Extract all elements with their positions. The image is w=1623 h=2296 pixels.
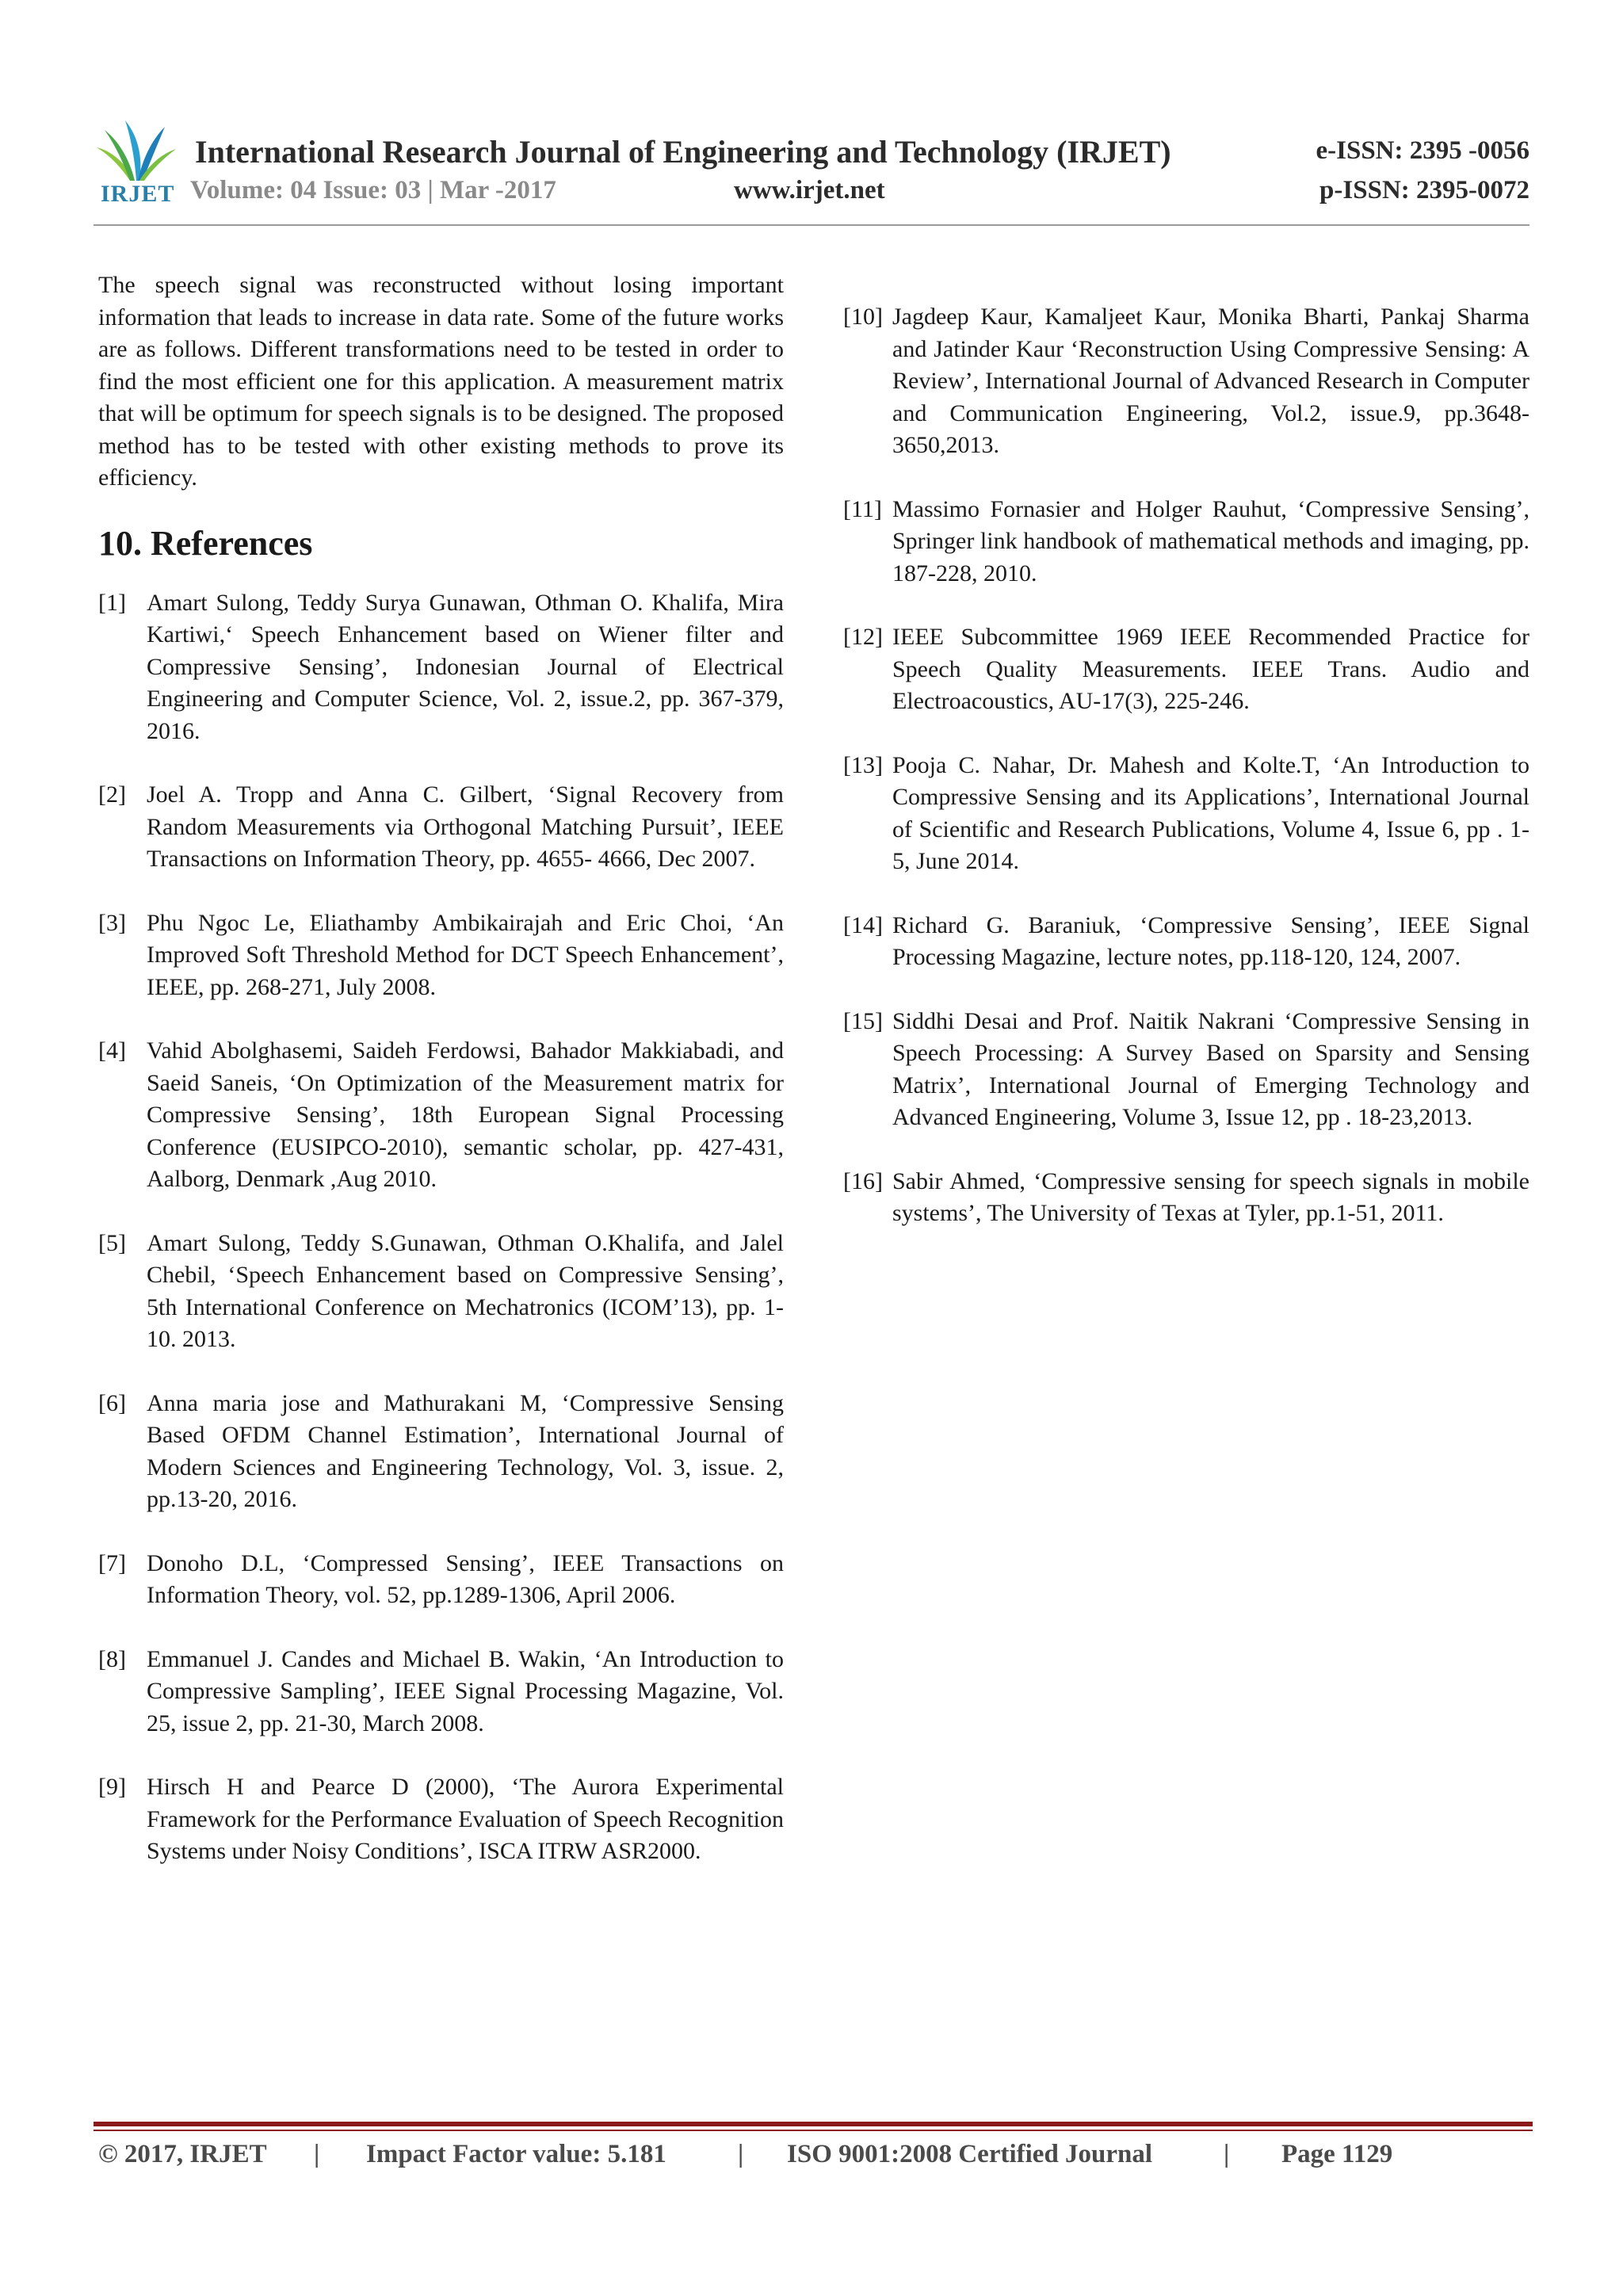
reference-number: [5] bbox=[98, 1229, 126, 1256]
reference-item bbox=[98, 1035, 784, 1196]
reference-text: Siddhi Desai and Prof. Naitik Nakrani ‘Compressive Sensing in Speech Processing: A Survey Based on Sparsity and Sensing Matrix’, International Journal of Emerging Technology and Advanced Engineering, Volume 3, Issue 12, pp . 18-23,2013. bbox=[892, 1007, 1529, 1130]
reference-number: [1] bbox=[98, 589, 126, 616]
reference-number: [10] bbox=[843, 304, 883, 330]
footer-copyright: © 2017, IRJET bbox=[98, 2140, 267, 2168]
reference-text: Pooja C. Nahar, Dr. Mahesh and Kolte.T, ‘An Introduction to Compressive Sensing and its Applications’, International Journal of Scientific and Research Publications, Volume 4, Issue 6, pp . 1-5, June 2014. bbox=[892, 751, 1529, 874]
journal-website[interactable]: www.irjet.net bbox=[734, 176, 885, 204]
reference-item bbox=[98, 1771, 784, 1868]
reference-text: Joel A. Tropp and Anna C. Gilbert, ‘Signal Recovery from Random Measurements via Orthogonal Matching Pursuit’, IEEE Transactions on Information Theory, pp. 4655- 4666, Dec 2007. bbox=[147, 781, 784, 872]
volume-issue: Volume: 04 Issue: 03 | Mar -2017 bbox=[190, 176, 556, 204]
section-title: 10. References bbox=[98, 523, 313, 563]
reference-text: Amart Sulong, Teddy Surya Gunawan, Othman O. Khalifa, Mira Kartiwi,‘ Speech Enhancement based on Wiener filter and Compressive Sensing’, Indonesian Journal of Electrical Engineering and Computer Science, Vol. 2, issue.2, pp. 367-379, 2016. bbox=[147, 589, 784, 744]
reference-number: [2] bbox=[98, 781, 126, 808]
logo-text: IRJET bbox=[101, 181, 175, 207]
reference-number: [8] bbox=[98, 1645, 126, 1672]
reference-item bbox=[843, 1006, 1529, 1134]
reference-item bbox=[843, 750, 1529, 878]
p-issn: p-ISSN: 2395-0072 bbox=[1319, 176, 1529, 204]
footer-divider-thin bbox=[94, 2130, 1533, 2131]
reference-number: [3] bbox=[98, 909, 126, 936]
reference-text: Jagdeep Kaur, Kamaljeet Kaur, Monika Bharti, Pankaj Sharma and Jatinder Kaur ‘Reconstruction Using Compressive Sensing: A Review’, International Journal of Advanced Research in Computer and Communication Engineering, Vol.2, issue.9, pp.3648-3650,2013. bbox=[892, 304, 1529, 458]
reference-number: [13] bbox=[843, 751, 883, 778]
reference-item bbox=[843, 621, 1529, 718]
intro-paragraph: The speech signal was reconstructed without losing important information that leads to increase in data rate. Some of the future works are as follows. Different transformations need to be tested in order to find the most efficient one for this application. A measurement matrix that will be optimum for speech signals is to be designed. The proposed method has to be tested with other existing methods to prove its efficiency. bbox=[98, 272, 784, 491]
footer-impact-factor: Impact Factor value: 5.181 bbox=[366, 2140, 666, 2168]
footer-separator: | bbox=[314, 2140, 320, 2168]
reference-text: Donoho D.L, ‘Compressed Sensing’, IEEE Transactions on Information Theory, vol. 52, pp.1289-1306, April 2006. bbox=[147, 1549, 784, 1608]
reference-item bbox=[98, 907, 784, 1004]
left-column bbox=[98, 269, 784, 1900]
reference-item bbox=[98, 1644, 784, 1740]
journal-title: International Research Journal of Engineering and Technology (IRJET) bbox=[195, 134, 1171, 170]
footer-separator: | bbox=[738, 2140, 744, 2168]
reference-text: Anna maria jose and Mathurakani M, ‘Compressive Sensing Based OFDM Channel Estimation’, International Journal of Modern Sciences and Engineering Technology, Vol. 3, issue. 2, pp.13-20, 2016. bbox=[147, 1389, 784, 1512]
e-issn: e-ISSN: 2395 -0056 bbox=[1316, 136, 1529, 165]
reference-number: [14] bbox=[843, 911, 883, 938]
footer-divider-thick bbox=[94, 2122, 1533, 2126]
reference-number: [15] bbox=[843, 1007, 883, 1034]
reference-item bbox=[843, 1166, 1529, 1230]
reference-text: Massimo Fornasier and Holger Rauhut, ‘Compressive Sensing’, Springer link handbook of mathematical methods and imaging, pp. 187-228, 2010. bbox=[892, 495, 1529, 586]
footer-iso: ISO 9001:2008 Certified Journal bbox=[787, 2140, 1153, 2168]
logo-leaves-icon bbox=[94, 119, 178, 182]
reference-text: Emmanuel J. Candes and Michael B. Wakin, ‘An Introduction to Compressive Sampling’, IEEE Signal Processing Magazine, Vol. 25, issue 2, pp. 21-30, March 2008. bbox=[147, 1645, 784, 1736]
reference-number: [9] bbox=[98, 1774, 126, 1800]
right-column bbox=[843, 301, 1529, 1262]
reference-item bbox=[98, 779, 784, 876]
reference-item bbox=[98, 1548, 784, 1612]
reference-item bbox=[843, 494, 1529, 590]
footer-separator: | bbox=[1224, 2140, 1230, 2168]
reference-text: Amart Sulong, Teddy S.Gunawan, Othman O.Khalifa, and Jalel Chebil, ‘Speech Enhancement based on Compressive Sensing’, 5th International Conference on Mechatronics (ICOM’13), pp. 1-10. 2013. bbox=[147, 1229, 784, 1352]
reference-number: [4] bbox=[98, 1037, 126, 1064]
reference-number: [7] bbox=[98, 1549, 126, 1576]
reference-text: Richard G. Baraniuk, ‘Compressive Sensing’, IEEE Signal Processing Magazine, lecture notes, pp.118-120, 124, 2007. bbox=[892, 911, 1529, 970]
reference-number: [11] bbox=[843, 495, 882, 522]
irjet-logo bbox=[94, 119, 178, 212]
reference-text: Vahid Abolghasemi, Saideh Ferdowsi, Bahador Makkiabadi, and Saeid Saneis, ‘On Optimization of the Measurement matrix for Compressive Sensing’, 18th European Signal Processing Conference (EUSIPCO-2010), semantic scholar, pp. 427-431, Aalborg, Denmark ,Aug 2010. bbox=[147, 1037, 784, 1192]
page-number: Page 1129 bbox=[1281, 2140, 1393, 2168]
reference-number: [6] bbox=[98, 1389, 126, 1416]
reference-number: [16] bbox=[843, 1167, 883, 1194]
reference-text: IEEE Subcommittee 1969 IEEE Recommended Practice for Speech Quality Measurements. IEEE Trans. Audio and Electroacoustics, AU-17(3), 225-246. bbox=[892, 624, 1529, 714]
reference-item bbox=[98, 587, 784, 748]
reference-item bbox=[98, 1228, 784, 1356]
reference-text: Phu Ngoc Le, Eliathamby Ambikairajah and Eric Choi, ‘An Improved Soft Threshold Method for DCT Speech Enhancement’, IEEE, pp. 268-271, July 2008. bbox=[147, 909, 784, 1000]
reference-text: Hirsch H and Pearce D (2000), ‘The Aurora Experimental Framework for the Performance Evaluation of Speech Recognition Systems under Noisy Conditions’, ISCA ITRW ASR2000. bbox=[147, 1774, 784, 1864]
reference-item bbox=[843, 910, 1529, 974]
reference-item bbox=[843, 301, 1529, 462]
reference-text: Sabir Ahmed, ‘Compressive sensing for speech signals in mobile systems’, The University of Texas at Tyler, pp.1-51, 2011. bbox=[892, 1167, 1529, 1226]
page-header bbox=[94, 119, 1529, 230]
reference-item bbox=[98, 1388, 784, 1516]
reference-number: [12] bbox=[843, 624, 883, 650]
header-divider bbox=[94, 224, 1529, 226]
reference-list-left bbox=[98, 587, 784, 1868]
